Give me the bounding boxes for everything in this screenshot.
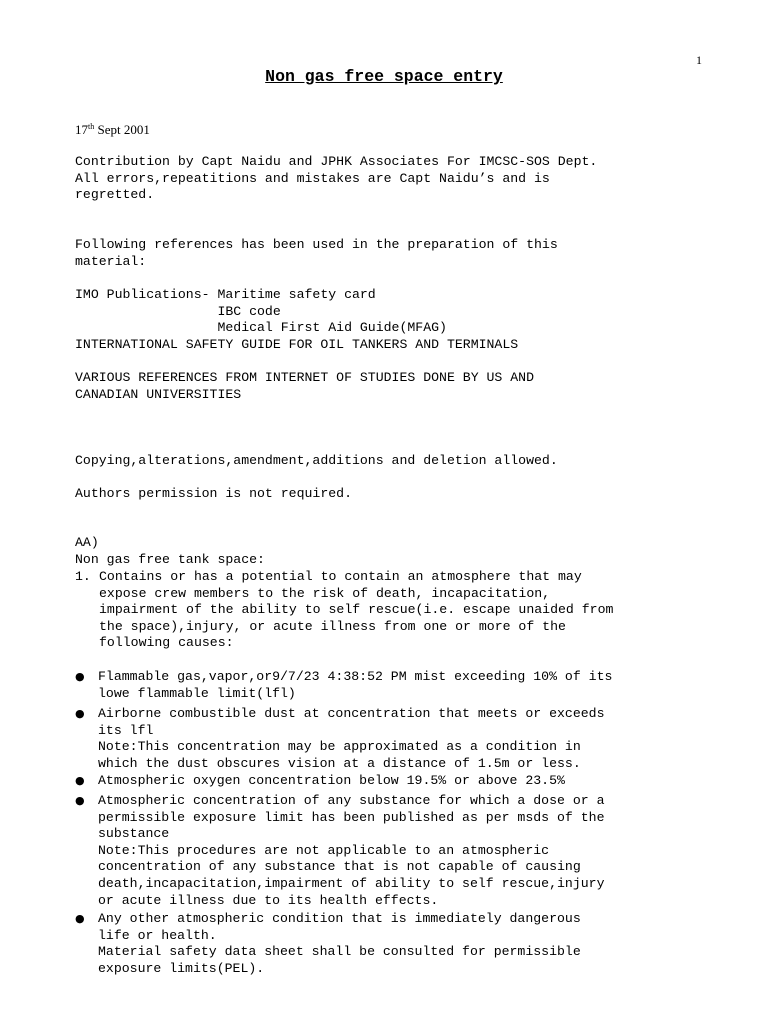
bullet-icon: ● [75, 794, 85, 807]
bullet-text: Flammable gas,vapor,or9/7/23 4:38:52 PM mist exceeding 10% of its lowe flammable limit(lfl) [98, 669, 613, 701]
item-number: 1. [75, 569, 91, 584]
contribution-paragraph: Contribution by Capt Naidu and JPHK Associates For IMCSC-SOS Dept. All errors,repeatitions and mistakes are Capt Naidu’s and is regretted. [75, 154, 598, 203]
bullet-text: Atmospheric concentration of any substance for which a dose or a permissible exposure limit has been published as per msds of the substance Note:This procedures are not applicable to an atmospheric concentration of any substance that is not capable of causing death,incapacitation,impairment of ability to self rescue,injury or acute illness due to its health effects. [98, 793, 605, 908]
authors-permission: Authors permission is not required. [75, 486, 352, 501]
copying-statement: Copying,alterations,amendment,additions and deletion allowed. [75, 453, 558, 468]
bullet-icon: ● [75, 670, 85, 683]
date-day: 17 [75, 122, 88, 137]
references-intro: Following references has been used in the preparation of this material: [75, 237, 558, 269]
section-heading: AA) Non gas free tank space: [75, 535, 265, 567]
date-suffix: th [88, 122, 95, 131]
page-number: 1 [696, 53, 702, 67]
bullet-text: Any other atmospheric condition that is immediately dangerous life or health. Material safety data sheet shall be consulted for permissible exposure limits(PEL). [98, 911, 581, 976]
numbered-item [75, 569, 614, 651]
document-title: Non gas free space entry [265, 67, 503, 86]
imo-publications: IMO Publications- Maritime safety card IBC code Medical First Aid Guide(MFAG) INTERNATIONAL SAFETY GUIDE FOR OIL TANKERS AND TERMINALS [75, 287, 519, 352]
bullet-icon: ● [75, 707, 85, 720]
bullet-text: Airborne combustible dust at concentration that meets or exceeds its lfl Note:This concentration may be approximated as a condition in which the dust obscures vision at a distance of 1.5m or less. [98, 706, 605, 771]
various-references: VARIOUS REFERENCES FROM INTERNET OF STUDIES DONE BY US AND CANADIAN UNIVERSITIES [75, 370, 534, 402]
bullet-icon: ● [75, 912, 85, 925]
document-date [75, 122, 715, 139]
bullet-text: Atmospheric oxygen concentration below 19.5% or above 23.5% [98, 773, 565, 788]
date-rest: Sept 2001 [94, 122, 150, 137]
item-text: Contains or has a potential to contain an atmosphere that may expose crew members to the risk of death, incapacitation, impairment of the ability to self rescue(i.e. escape unaided from the space),injury, or acute illness from one or more of the following causes: [99, 569, 614, 651]
bullet-icon: ● [75, 774, 85, 787]
